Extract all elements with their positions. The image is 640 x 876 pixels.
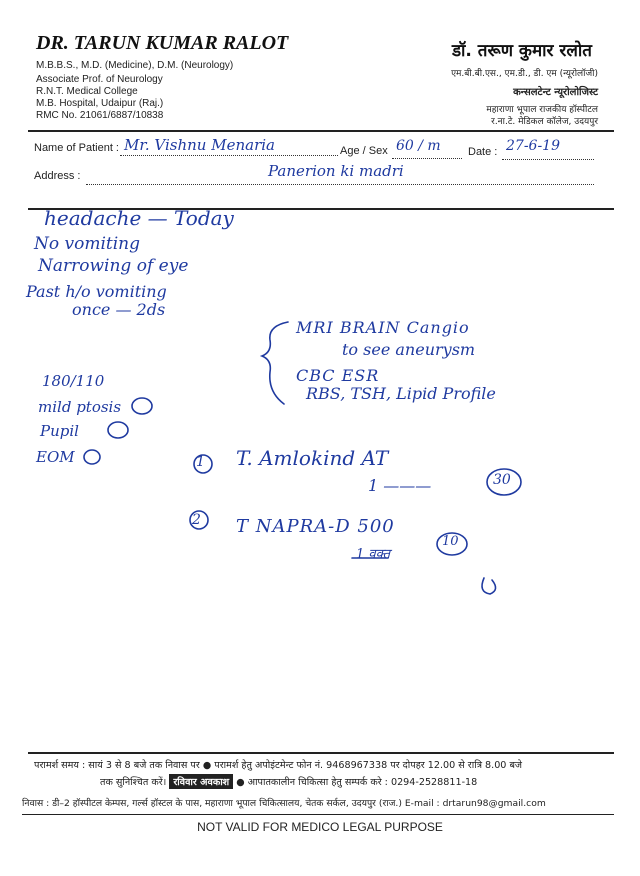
rx-1-number: 1 [196,454,205,470]
eom-circle [84,450,100,464]
footer-confirm-text: तक सुनिश्चित करें। [100,777,167,788]
footer-email: E-mail : drtarun98@gmail.com [404,798,546,809]
doctor-name-hindi: डॉ. तरूण कुमार रलोत [451,41,592,61]
footer-line-2 [100,774,477,789]
doctor-qualifications: M.B.B.S., M.D. (Medicine), D.M. (Neurology) [36,60,234,71]
doctor-qualifications-hindi: एम.बी.बी.एस., एम.डी., डी. एम (न्यूरोलॉजी) [451,69,598,79]
signature-mark [482,578,496,594]
address-label: Address : [34,170,81,182]
pupil-circle [108,422,128,438]
exam-eom: EOM [36,448,75,466]
investigation-mri: MRI BRAIN Cangio [296,318,470,337]
complaint-eye: Narrowing of eye [38,256,189,276]
investigation-aneurysm: to see aneurysm [342,340,476,359]
complaint-past: Past h/o vomiting [26,282,167,301]
complaint-once: once — 2ds [72,300,166,319]
doctor-college-hindi: र.ना.टे. मेडिकल कॉलेज, उदयपुर [491,117,598,127]
footer-consult-hours: परामर्श समय : सायं 3 से 8 बजे तक निवास पर ● परामर्श हेतु अपोइंटमेन्ट फोन नं. 9468967338 पर दोपहर 12.00 से रात्रि 8.00 बजे [34,760,523,771]
rx-1-days: 30 [493,472,511,488]
investigation-brace [262,322,288,404]
exam-pupil: Pupil [40,422,79,440]
exam-ptosis: mild ptosis [38,398,122,416]
doctor-position: Associate Prof. of Neurology [36,74,163,85]
footer-residence: निवास : डी–2 हॉस्पीटल केम्पस, गर्ल्स हॉस्टल के पास, महाराणा भूपाल चिकित्सालय, चेतक सर्कल, उदयपुर (राज.) [22,798,402,809]
rx-2-dose: 1 वक्त [356,547,391,562]
sunday-holiday-badge: रविवार अवकाश [169,774,233,789]
rx-2-number: 2 [192,512,201,528]
rx-2-days: 10 [442,534,459,549]
rx-1-drug: T. Amlokind AT [236,446,389,470]
complaint-headache: headache — Today [44,206,234,230]
doctor-rmc: RMC No. 21061/6887/10838 [36,110,164,121]
doctor-hospital: M.B. Hospital, Udaipur (Raj.) [36,98,164,109]
rx-1-number-circle [194,455,212,473]
patient-name-label: Name of Patient : [34,142,119,154]
rx-2-number-circle [190,511,208,529]
not-valid-notice: NOT VALID FOR MEDICO LEGAL PURPOSE [197,820,443,834]
complaint-vomiting: No vomiting [34,234,141,254]
blood-pressure: 180/110 [42,372,105,390]
footer-line-3 [22,796,546,809]
date-label: Date : [468,146,498,158]
doctor-college: R.N.T. Medical College [36,86,138,97]
doctor-hospital-hindi: महाराणा भूपाल राजकीय हॉस्पीटल [486,105,598,115]
rx-1-dose: 1 ——— [368,476,432,495]
ptosis-circle [132,398,152,414]
doctor-name: DR. TARUN KUMAR RALOT [36,32,289,54]
rx-2-drug: T NAPRA-D 500 [236,516,395,537]
age-sex-value: 60 / m [396,138,441,154]
patient-name-value: Mr. Vishnu Menaria [124,136,275,154]
footer-emergency: ● आपातकालीन चिकित्सा हेतु सम्पर्क करे : 0294-2528811-18 [236,777,478,788]
investigation-cbc: CBC ESR [296,366,380,385]
footer-bottom-divider [22,814,614,815]
rx-1-days-circle [487,469,521,495]
age-sex-label: Age / Sex [340,145,388,157]
investigation-labs: RBS, TSH, Lipid Profile [306,384,496,403]
address-value: Panerion ki madri [268,162,404,180]
footer-divider [28,752,614,754]
doctor-designation-hindi: कन्सलटेन्ट न्यूरोलोजिस्ट [513,87,598,98]
rx-2-days-circle [437,533,467,555]
date-value: 27-6-19 [506,138,560,154]
